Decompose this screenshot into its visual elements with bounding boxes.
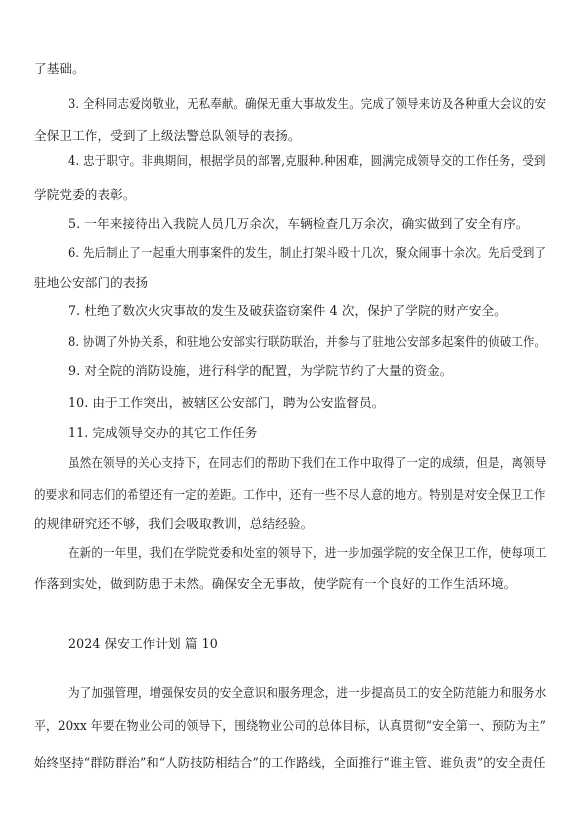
text-line: 的要求和同志们的希望还有一定的差距。工作中，还有一些不尽人意的地方。特别是对安全保卫工作 <box>34 487 546 502</box>
text-line: 虽然在领导的关心支持下，在同志们的帮助下我们在工作中取得了一定的成绩，但是，离领导 <box>68 455 547 470</box>
text-line: 全保卫工作，受到了上级法警总队领导的表扬。 <box>34 128 301 143</box>
text-line: 4. 忠于职守。非典期间，根据学员的部署,克服种.种困难，圆满完成领导交的工作任务，受到 <box>68 153 546 168</box>
text-line: 6. 先后制止了一起重大刑事案件的发生，制止打架斗殴十几次，聚众闹事十余次。先后受到了 <box>68 245 547 260</box>
text-line: 9. 对全院的消防设施，进行科学的配置，为学院节约了大量的资金。 <box>68 363 453 378</box>
section-heading: 2024 保安工作计划 篇 10 <box>68 636 218 651</box>
text-line: 8. 协调了外协关系，和驻地公安部实行联防联治，并参与了驻地公安部多起案件的侦破工作。 <box>68 334 547 349</box>
text-line: 11. 完成领导交办的其它工作任务 <box>68 425 258 440</box>
text-line: 了基础。 <box>34 61 85 76</box>
text-line: 在新的一年里，我们在学院党委和处室的领导下，进一步加强学院的安全保卫工作，使每项工 <box>68 545 547 560</box>
text-line: 7. 杜绝了数次火灾事故的发生及破获盗窃案件 4 次，保护了学院的财产安全。 <box>68 303 507 318</box>
text-line: 3. 全科同志爱岗敬业，无私奉献。确保无重大事故发生。完成了领导来访及各种重大会议的安 <box>68 96 547 111</box>
text-line: 驻地公安部门的表扬 <box>34 275 149 290</box>
text-line: 的规律研究还不够，我们会吸取教训，总结经验。 <box>34 516 314 531</box>
text-line: 作落到实处，做到防患于未然。确保安全无事故，使学院有一个良好的工作生活环境。 <box>34 576 517 591</box>
text-line: 始终坚持“群防群治”和“人防技防相结合”的工作路线，全面推行“谁主管、谁负责”的安全责任 <box>34 755 546 770</box>
text-line: 平，20xx 年要在物业公司的领导下，围绕物业公司的总体目标，认真贯彻“安全第一、预防为主” <box>34 718 546 733</box>
text-line: 学院党委的表彰。 <box>34 187 136 202</box>
text-line: 10. 由于工作突出，被辖区公安部门，聘为公安监督员。 <box>68 395 385 410</box>
text-line: 5. 一年来接待出入我院人员几万余次，车辆检查几万余次，确实做到了安全有序。 <box>68 216 529 231</box>
text-line: 为了加强管理，增强保安员的安全意识和服务理念，进一步提高员工的安全防范能力和服务水 <box>68 685 547 700</box>
